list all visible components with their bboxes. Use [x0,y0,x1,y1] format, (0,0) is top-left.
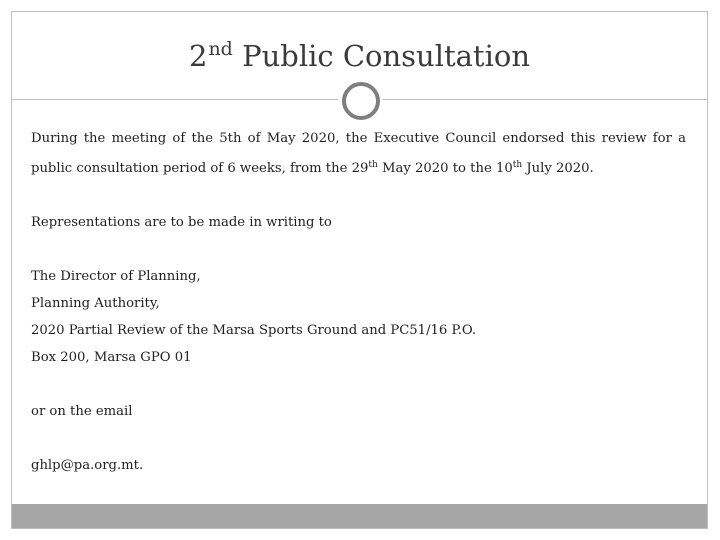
address-line: 2020 Partial Review of the Marsa Sports Ground and PC51/16 P.O. [31,323,477,338]
spacer [31,236,686,263]
slide-body [31,125,686,479]
address-line: Box 200, Marsa GPO 01 [31,350,192,365]
paragraph-text-3: July 2020. [522,161,594,176]
title-text: Public Consultation [242,39,530,73]
circle-ornament-icon [342,82,380,120]
address-line: Planning Authority, [31,296,160,311]
title-ordinal-suffix: nd [208,38,233,60]
footer-bar [12,504,707,528]
ordinal-suffix-1: th [368,160,378,170]
ordinal-suffix-2: th [512,160,523,170]
email-address: ghlp@pa.org.mt. [31,458,144,473]
paragraph-text-2: May 2020 to the 10 [377,161,513,176]
consultation-paragraph [31,125,686,182]
title-divider-right [383,99,707,100]
spacer [31,182,686,209]
representations-text: Representations are to be made in writing to [31,215,332,230]
paragraph-text-1: During the meeting of the 5th of May 2020, the Executive Council endorsed this review for a public consultation period of 6 weeks, from the 29 [31,131,686,176]
spacer [31,425,686,452]
slide-title [12,38,707,73]
title-number: 2 [188,39,208,73]
title-divider-left [12,99,338,100]
spacer [31,371,686,398]
slide [11,11,708,529]
address-line: The Director of Planning, [31,269,201,284]
email-intro: or on the email [31,404,133,419]
